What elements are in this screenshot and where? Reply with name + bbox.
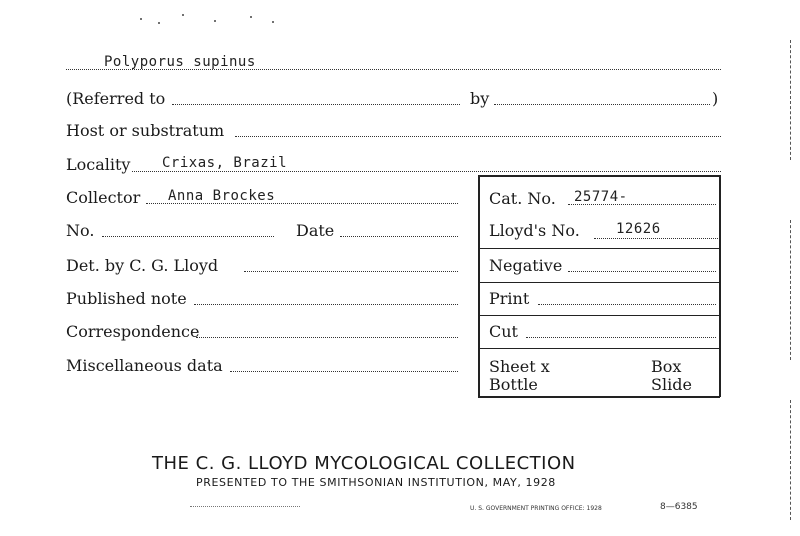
date-line [340, 236, 458, 237]
referred-to-label: (Referred to [66, 89, 166, 108]
det-by-line [244, 271, 458, 272]
box-right-border [719, 175, 721, 397]
species-line [66, 69, 721, 70]
published-note-label: Published note [66, 289, 187, 308]
lloyds-no-label: Lloyd's No. [489, 221, 580, 240]
print-line [538, 304, 716, 305]
box-label: Box [651, 357, 682, 376]
close-paren: ) [712, 89, 719, 108]
negative-line [568, 271, 716, 272]
speck [158, 22, 160, 24]
box-divider [478, 282, 720, 283]
edge-dash [790, 220, 791, 360]
speck [250, 16, 252, 18]
edge-dash [790, 400, 791, 520]
cat-no-value: 25774- [574, 189, 628, 205]
print-label: Print [489, 289, 530, 308]
box-divider [478, 315, 720, 316]
box-left-border [478, 175, 480, 397]
no-label: No. [66, 221, 95, 240]
sheet-label: Sheet x [489, 357, 550, 376]
det-by-label: Det. by C. G. Lloyd [66, 256, 219, 275]
box-top-border [478, 175, 720, 177]
species-name: Polyporus supinus [104, 54, 256, 70]
host-line [235, 136, 721, 137]
collection-title: THE C. G. LLOYD MYCOLOGICAL COLLECTION [152, 453, 576, 474]
speck [182, 14, 184, 16]
box-divider [478, 348, 720, 349]
box-divider [478, 248, 720, 249]
footer-line [190, 506, 300, 507]
date-label: Date [296, 221, 335, 240]
form-number: 8—6385 [660, 502, 698, 512]
no-line [102, 236, 274, 237]
lloyds-no-line [594, 238, 718, 239]
by-line [494, 104, 710, 105]
cat-no-label: Cat. No. [489, 189, 556, 208]
cut-label: Cut [489, 322, 518, 341]
by-label: by [470, 89, 490, 108]
collector-line [146, 203, 458, 204]
speck [140, 18, 142, 20]
collector-label: Collector [66, 188, 141, 207]
lloyds-no-value: 12626 [616, 221, 661, 237]
referred-to-line [172, 104, 460, 105]
edge-dash [790, 40, 791, 160]
misc-data-line [230, 371, 458, 372]
correspondence-label: Correspondence [66, 322, 200, 341]
box-bottom-border [478, 396, 720, 398]
locality-line [132, 171, 721, 172]
collector-value: Anna Brockes [168, 188, 276, 204]
cat-no-line [568, 204, 716, 205]
misc-data-label: Miscellaneous data [66, 356, 223, 375]
speck [272, 21, 274, 23]
bottle-label: Bottle [489, 375, 538, 394]
host-label: Host or substratum [66, 121, 225, 140]
speck [214, 20, 216, 22]
slide-label: Slide [651, 375, 692, 394]
collection-subtitle: PRESENTED TO THE SMITHSONIAN INSTITUTION, MAY, 1928 [196, 476, 556, 489]
cut-line [526, 337, 716, 338]
printer-imprint: U. S. GOVERNMENT PRINTING OFFICE: 1928 [470, 505, 602, 512]
locality-label: Locality [66, 155, 131, 174]
locality-value: Crixas, Brazil [162, 155, 288, 171]
negative-label: Negative [489, 256, 563, 275]
correspondence-line [196, 337, 458, 338]
published-note-line [194, 304, 458, 305]
